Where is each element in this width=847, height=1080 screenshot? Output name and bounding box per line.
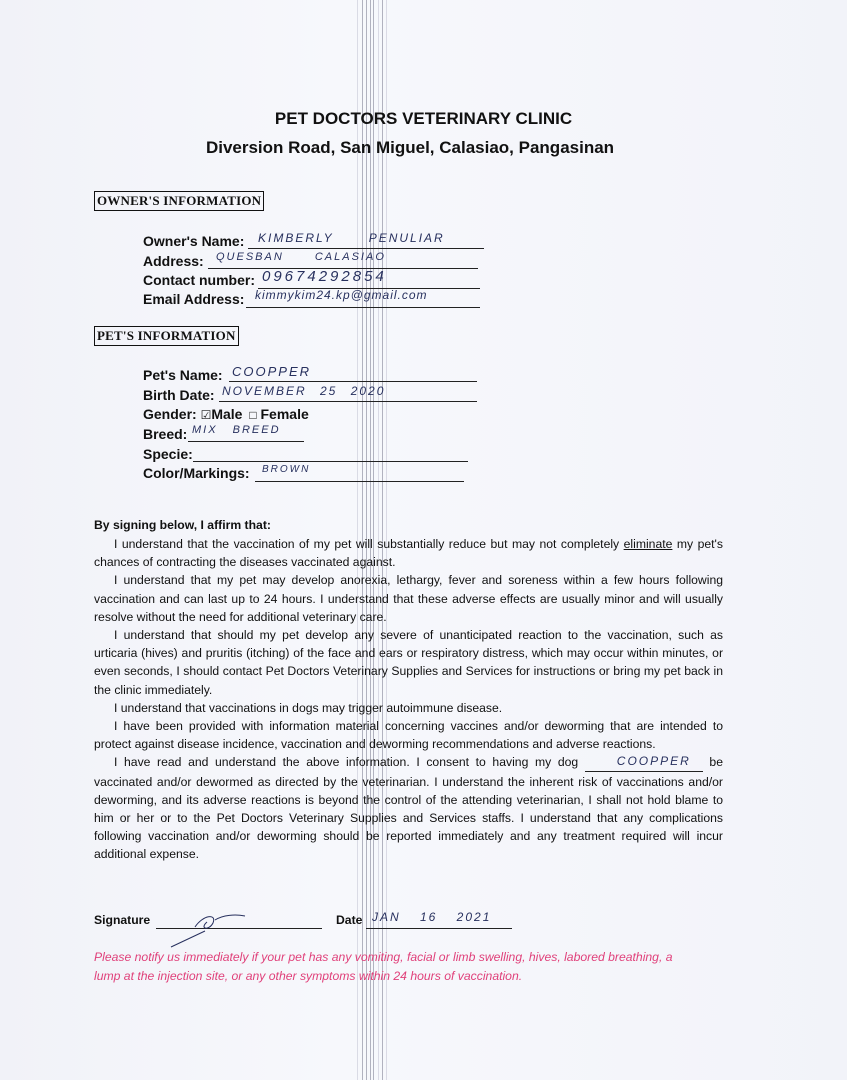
owner-section-heading: OWNER'S INFORMATION <box>94 191 264 211</box>
signature-label: Signature <box>94 913 151 927</box>
color-label: Color/Markings: <box>143 465 250 481</box>
email-line <box>246 307 480 308</box>
pet-name-value: COOPPER <box>232 364 312 379</box>
clinic-name: PET DOCTORS VETERINARY CLINIC <box>274 109 573 128</box>
affirm-paragraph: I understand that my pet may develop anorexia, lethargy, fever and soreness within a few hours following vaccination and can last up to 24 hours. I understand that these adverse effects are usually minor and will usually resolve without the need for additional veterinary care. <box>94 573 723 624</box>
contact-value: 09674292854 <box>262 268 387 285</box>
affirm-heading: By signing below, I affirm that: <box>94 518 271 532</box>
breed-value: MIX BREED <box>192 424 281 436</box>
affirm-paragraph: I have been provided with information material concerning vaccines and/or deworming that are intended to protect against disease incidence, vaccination and deworming recommendations and adverse reactions. <box>94 719 723 752</box>
color-value: BROWN <box>262 464 311 475</box>
color-line <box>255 481 464 482</box>
affirm-body <box>94 535 723 864</box>
specie-line <box>193 461 468 462</box>
gender-male-checkbox[interactable]: ☑ <box>200 408 212 422</box>
dog-name-fill: COOPPER <box>585 752 703 771</box>
gender-row <box>143 406 309 422</box>
affirm-paragraph: I understand that the vaccination of my pet will substantially reduce but may not completely eliminate my pet's chances of contracting the diseases vaccinated against. <box>94 537 723 570</box>
owner-name-value: KIMBERLY PENULIAR <box>258 231 445 245</box>
pet-name-label: Pet's Name: <box>143 367 223 383</box>
affirm-paragraph: I understand that should my pet develop any severe of unanticipated reaction to the vaccination, such as urticaria (hives) and pruritis (itching) of the face and ears or respiratory distress, which may occur within minutes, or even seconds, I should contact Pet Doctors Veterinary Supplies and Services for instructions or bring my pet back in the clinic immediately. <box>94 628 723 697</box>
email-label: Email Address: <box>143 291 245 307</box>
signature-scribble <box>165 905 260 950</box>
contact-label: Contact number: <box>143 272 255 288</box>
affirm-paragraph: I have read and understand the above information. I consent to having my dog COOPPER be vaccinated and/or dewormed as directed by the veterinarian. I understand the inherent risk of vaccinations and/or deworming, and its adverse reactions is beyond the control of the attending veterinarian, I shall not hold blame to him or her or to the Pet Doctors Veterinary Supplies and Services staffs. I understand that any complications following vaccination and/or deworming should be reported immediately and any treatment required will incur additional expense. <box>94 754 723 862</box>
breed-label: Breed: <box>143 426 188 442</box>
gender-label: Gender: <box>143 406 197 422</box>
pet-section-heading: PET'S INFORMATION <box>94 326 239 346</box>
specie-label: Specie: <box>143 446 193 462</box>
birth-date-label: Birth Date: <box>143 387 215 403</box>
gender-female-label: Female <box>260 406 309 422</box>
gender-female-checkbox[interactable]: □ <box>249 408 257 422</box>
owner-name-line <box>248 248 484 249</box>
post-vaccination-notice: Please notify us immediately if your pet has any vomiting, facial or limb swelling, hives, labored breathing, a lump at the injection site, or any other symptoms within 24 hours of vaccination. <box>94 950 673 983</box>
affirm-paragraph: I understand that vaccinations in dogs may trigger autoimmune disease. <box>114 700 503 715</box>
date-label: Date <box>336 913 363 927</box>
gender-male-label: Male <box>211 406 243 422</box>
birth-date-line <box>219 401 477 402</box>
email-value: kimmykim24.kp@gmail.com <box>255 288 428 302</box>
date-line <box>366 928 512 929</box>
owner-name-label: Owner's Name: <box>143 233 245 249</box>
date-value: JAN 16 2021 <box>372 910 492 924</box>
breed-line <box>188 441 304 442</box>
birth-date-value: NOVEMBER 25 2020 <box>222 384 386 398</box>
address-label: Address: <box>143 253 204 269</box>
address-value: QUESBAN CALASIAO <box>216 251 386 263</box>
pet-name-line <box>229 381 477 382</box>
clinic-address: Diversion Road, San Miguel, Calasiao, Pangasinan <box>205 138 615 157</box>
